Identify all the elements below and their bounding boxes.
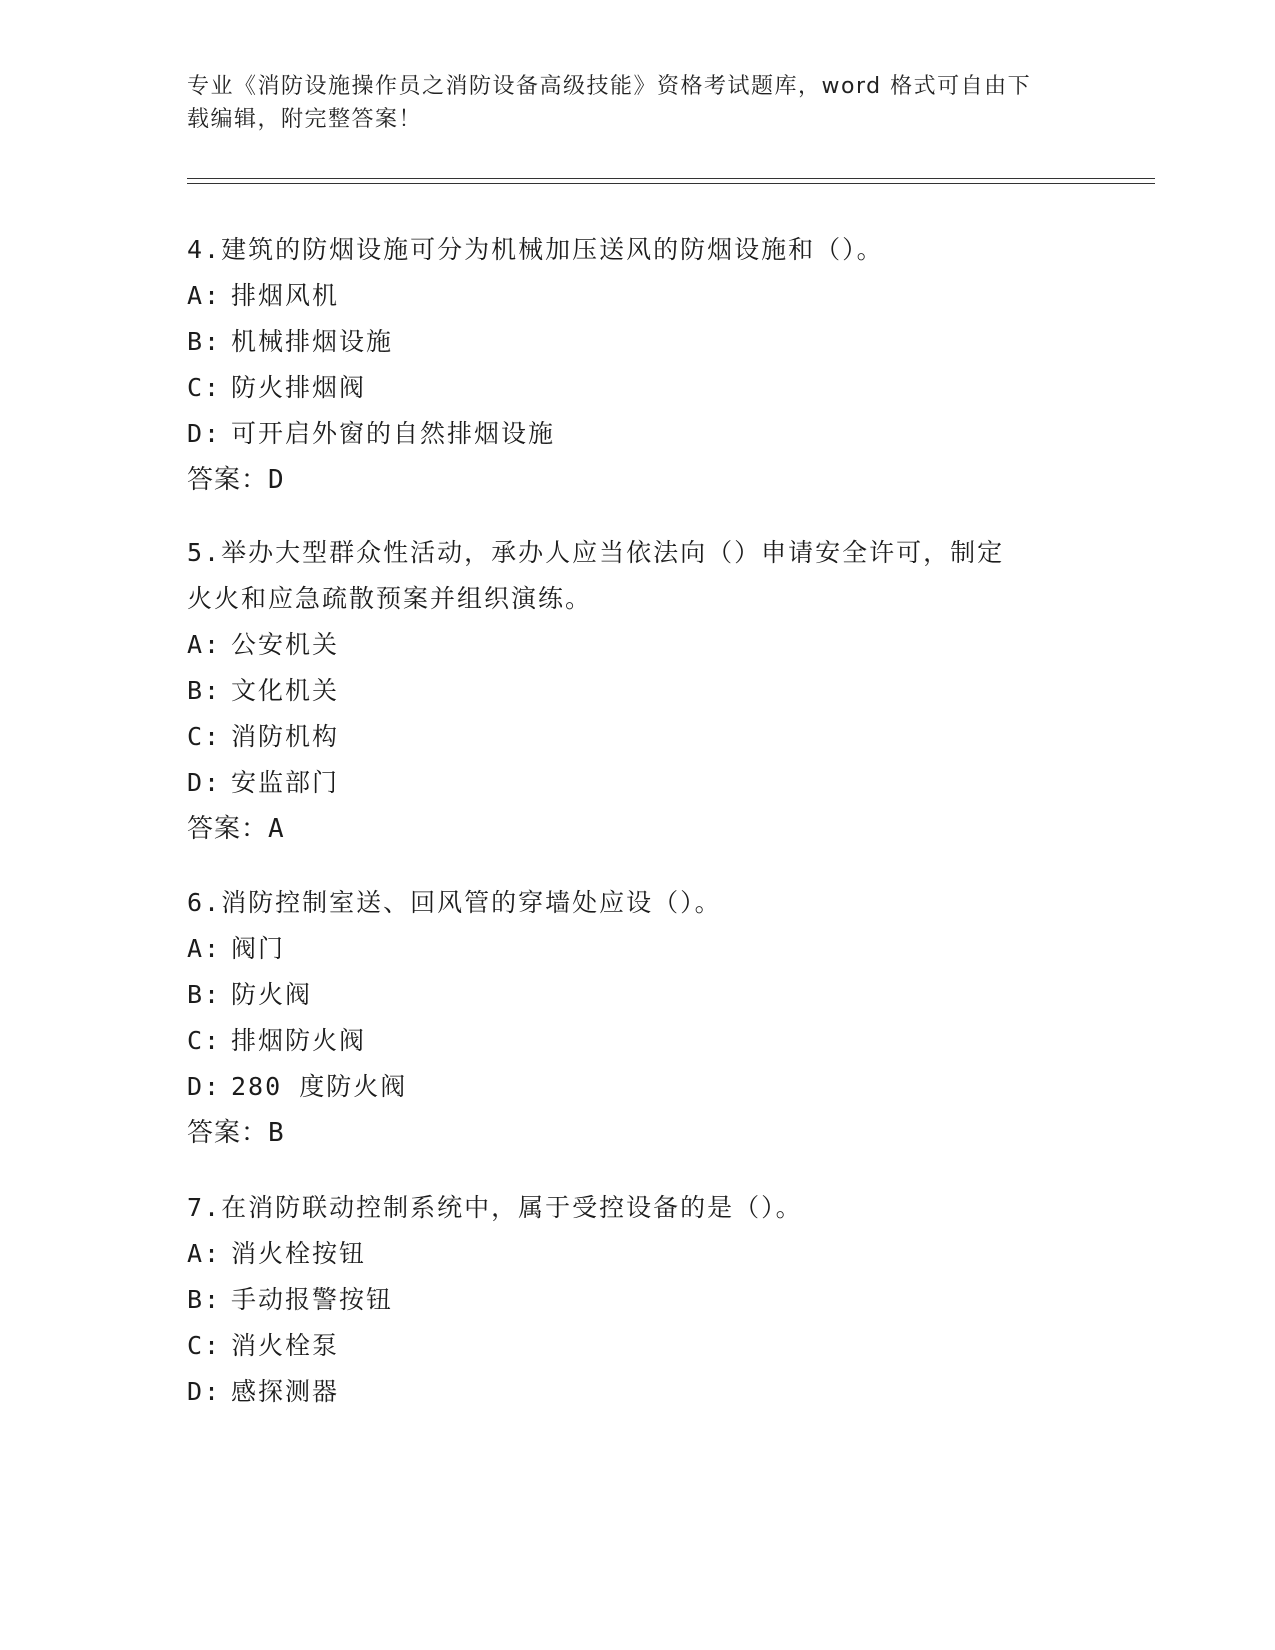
option-text: 可开启外窗的自然排烟设施 — [231, 419, 556, 448]
answer-label: 答案： — [187, 1118, 269, 1148]
option-text: 防火阀 — [231, 980, 313, 1009]
option-text: 机械排烟设施 — [231, 327, 394, 356]
option-c — [187, 1323, 1087, 1369]
option-text: 消防机构 — [231, 722, 340, 751]
option-text: 安监部门 — [231, 768, 340, 797]
answer-label: 答案： — [187, 814, 269, 844]
option-letter: C: — [187, 1331, 222, 1360]
question-text: 4.建筑的防烟设施可分为机械加压送风的防烟设施和（）。 — [187, 235, 884, 264]
answer-value: A — [268, 814, 285, 844]
option-b — [187, 668, 1087, 714]
answer-value: B — [268, 1118, 285, 1148]
option-d — [187, 1369, 1087, 1415]
option-a — [187, 1231, 1087, 1277]
answer-line — [187, 457, 1087, 503]
question-text: 6.消防控制室送、回风管的穿墙处应设（）。 — [187, 888, 722, 917]
option-letter: C: — [187, 1026, 222, 1055]
option-letter: B: — [187, 980, 222, 1009]
header-line-1: 专业《消防设施操作员之消防设备高级技能》资格考试题库，word 格式可自由下 — [187, 74, 1032, 99]
option-letter: D: — [187, 1072, 222, 1101]
header-divider-top — [187, 178, 1155, 179]
option-letter: A: — [187, 630, 222, 659]
option-d — [187, 1064, 1087, 1110]
option-letter: A: — [187, 934, 222, 963]
option-a — [187, 926, 1087, 972]
option-letter: A: — [187, 281, 222, 310]
option-text: 280 度防火阀 — [231, 1072, 408, 1101]
option-text: 公安机关 — [231, 630, 340, 659]
option-text: 文化机关 — [231, 676, 340, 705]
option-d — [187, 411, 1087, 457]
option-letter: C: — [187, 373, 222, 402]
option-letter: A: — [187, 1239, 222, 1268]
option-b — [187, 972, 1087, 1018]
question-6 — [187, 880, 1087, 1156]
option-c — [187, 365, 1087, 411]
option-c — [187, 1018, 1087, 1064]
answer-line — [187, 1110, 1087, 1156]
question-text: 5.举办大型群众性活动，承办人应当依法向（）申请安全许可，制定 — [187, 538, 1005, 567]
option-text: 排烟风机 — [231, 281, 340, 310]
question-5 — [187, 530, 1087, 852]
option-b — [187, 1277, 1087, 1323]
option-letter: B: — [187, 676, 222, 705]
option-a — [187, 622, 1087, 668]
question-text: 7.在消防联动控制系统中，属于受控设备的是（）。 — [187, 1193, 803, 1222]
option-text: 感探测器 — [231, 1377, 340, 1406]
option-a — [187, 273, 1087, 319]
header-line-2: 载编辑，附完整答案！ — [187, 107, 423, 132]
answer-line — [187, 806, 1087, 852]
option-text: 阀门 — [231, 934, 286, 963]
option-text: 防火排烟阀 — [231, 373, 367, 402]
option-d — [187, 760, 1087, 806]
option-b — [187, 319, 1087, 365]
option-letter: D: — [187, 1377, 222, 1406]
option-letter: B: — [187, 1285, 222, 1314]
option-text: 排烟防火阀 — [231, 1026, 367, 1055]
question-4 — [187, 227, 1087, 503]
document-header — [187, 70, 1067, 136]
option-text: 消火栓泵 — [231, 1331, 340, 1360]
option-letter: D: — [187, 768, 222, 797]
option-letter: C: — [187, 722, 222, 751]
option-text: 手动报警按钮 — [231, 1285, 394, 1314]
answer-value: D — [268, 465, 285, 495]
option-letter: D: — [187, 419, 222, 448]
option-c — [187, 714, 1087, 760]
question-7 — [187, 1185, 1087, 1415]
option-letter: B: — [187, 327, 222, 356]
option-text: 消火栓按钮 — [231, 1239, 367, 1268]
header-divider-bottom — [187, 183, 1155, 184]
question-text-cont: 火火和应急疏散预案并组织演练。 — [187, 584, 593, 613]
answer-label: 答案： — [187, 465, 269, 495]
